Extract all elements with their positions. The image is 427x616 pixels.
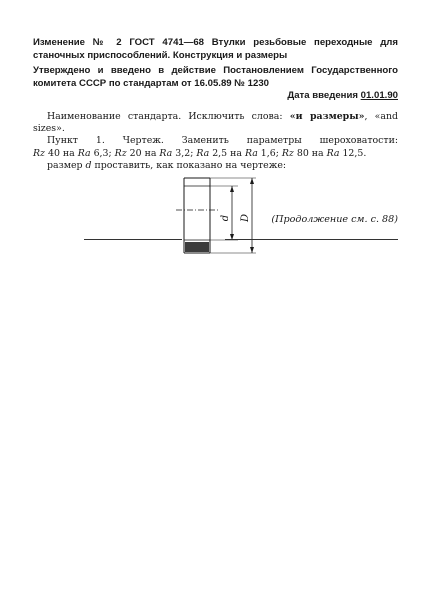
word: на <box>144 147 157 159</box>
value: 3,2 <box>175 147 191 159</box>
word: на <box>62 147 75 159</box>
p2-text: Пункт 1. Чертеж. Заменить параметры шероховатости: <box>47 135 398 147</box>
rz-symbol: Rz <box>281 147 294 159</box>
arrow-D-top <box>250 178 254 184</box>
footer-divider-right <box>225 239 398 240</box>
p1-text: Наименование стандарта. Исключить слова: <box>47 111 283 122</box>
hatched-section <box>185 242 209 252</box>
rz-symbol: Rz <box>114 147 127 159</box>
value: 40 <box>47 147 60 159</box>
value: 2,5 <box>212 147 228 159</box>
amendment-title: Изменение № 2 ГОСТ 4741—68 Втулки резьбовые переходные для станочных приспособлений. Конструкция и размеры <box>33 37 398 61</box>
paragraph-name-change <box>33 111 398 135</box>
value: 80 <box>296 147 309 159</box>
value: 12,5 <box>342 147 364 159</box>
d-symbol: d <box>85 159 92 171</box>
p1-bold-phrase: «и размеры» <box>289 111 365 122</box>
arrow-d-top <box>230 186 234 192</box>
footer-divider-left <box>84 239 182 240</box>
paragraph-dimension <box>33 160 398 172</box>
rz-symbol: Rz <box>33 147 45 159</box>
ra-symbol: Ra <box>77 147 91 159</box>
p3-suffix: проставить, как показано на чертеже: <box>94 159 287 171</box>
ra-symbol: Ra <box>326 147 340 159</box>
continuation-note: (Продолжение см. с. 88) <box>271 214 398 225</box>
approval-statement: Утверждено и введено в действие Постановлением Государственного комитета СССР по стандартам от 16.05.89 № 1230 <box>33 65 398 89</box>
value: 1,6 <box>260 147 276 159</box>
ra-symbol: Ra <box>196 147 210 159</box>
p1-suffix: , «and sizes». <box>33 111 398 135</box>
p3-text: размер <box>47 159 83 171</box>
amendment-body <box>33 111 398 172</box>
ra-symbol: Ra <box>244 147 258 159</box>
dimension-label-D: D <box>240 213 251 223</box>
value: 20 <box>129 147 142 159</box>
value: 6,3 <box>93 147 109 159</box>
dimension-label-d: d <box>220 214 231 222</box>
effective-date-label: Дата введения <box>287 90 358 101</box>
paragraph-roughness: Пункт 1. Чертеж. Заменить параметры шероховатости: Rz 40 на Ra 6,3; Rz 20 на Ra 3,2; Ra 2,5 на Ra 1,6; Rz 80 на Ra 12,5. <box>33 135 398 159</box>
ra-symbol: Ra <box>159 147 173 159</box>
arrow-D-bottom <box>250 247 254 253</box>
word: на <box>311 147 324 159</box>
effective-date <box>33 90 398 101</box>
effective-date-value: 01.01.90 <box>360 90 398 101</box>
word: на <box>230 147 242 159</box>
